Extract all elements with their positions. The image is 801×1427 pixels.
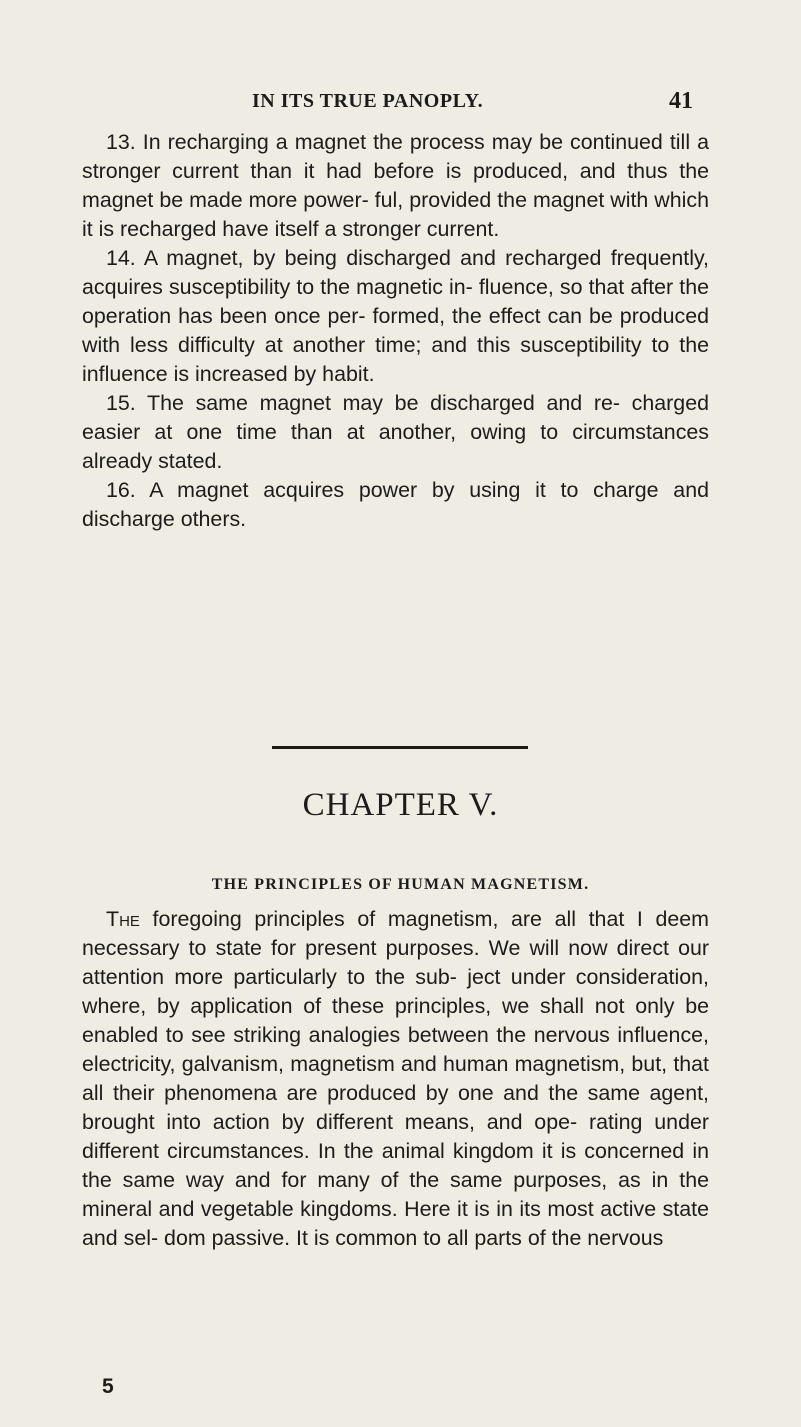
- signature-mark: 5: [102, 1375, 114, 1398]
- running-head: IN ITS TRUE PANOPLY.: [252, 90, 484, 112]
- section-divider: [272, 746, 528, 749]
- chapter-subtitle: THE PRINCIPLES OF HUMAN MAGNETISM.: [211, 876, 590, 893]
- lead-word: The: [106, 907, 140, 931]
- paragraph-16: 16. A magnet acquires power by using it to charge and discharge others.: [82, 478, 709, 531]
- paragraph-14: 14. A magnet, by being discharged and recharged frequently, acquires susceptibility to the magnetic in- fluence, so that after the operation has been once per- formed, the effect can be produced with less difficulty at another time; and this susceptibility to the influence is increased by habit.: [82, 246, 709, 386]
- body-text: foregoing principles of magnetism, are all that I deem necessary to state for present purposes. We will now direct our attention more particularly to the sub- ject under consideration, where, by application of these principles, we shall not only be enabled to see striking analogies between the nervous influence, electricity, galvanism, magnetism and human magnetism, but, that all their phenomena are produced by one and the same agent, brought into action by different means, and ope- rating under different circumstances. In the animal kingdom it is concerned in the same way and for many of the same purposes, as in the mineral and vegetable kingdoms. Here it is in its most active state and sel- dom passive. It is common to all parts of the nervous: [82, 907, 709, 1250]
- chapter-title: CHAPTER V.: [302, 787, 499, 823]
- numbered-paragraphs: [82, 128, 709, 534]
- paragraph-13: 13. In recharging a magnet the process may be continued till a stronger current than it had before is produced, and thus the magnet be made more power- ful, provided the magnet with which it is recharged have itself a stronger current.: [82, 130, 709, 241]
- paragraph-15: 15. The same magnet may be discharged and re- charged easier at one time than at another, owing to circumstances already stated.: [82, 391, 709, 473]
- page-number: 41: [669, 88, 693, 114]
- body-paragraph: [82, 905, 709, 1253]
- chapter-body: [82, 905, 709, 1253]
